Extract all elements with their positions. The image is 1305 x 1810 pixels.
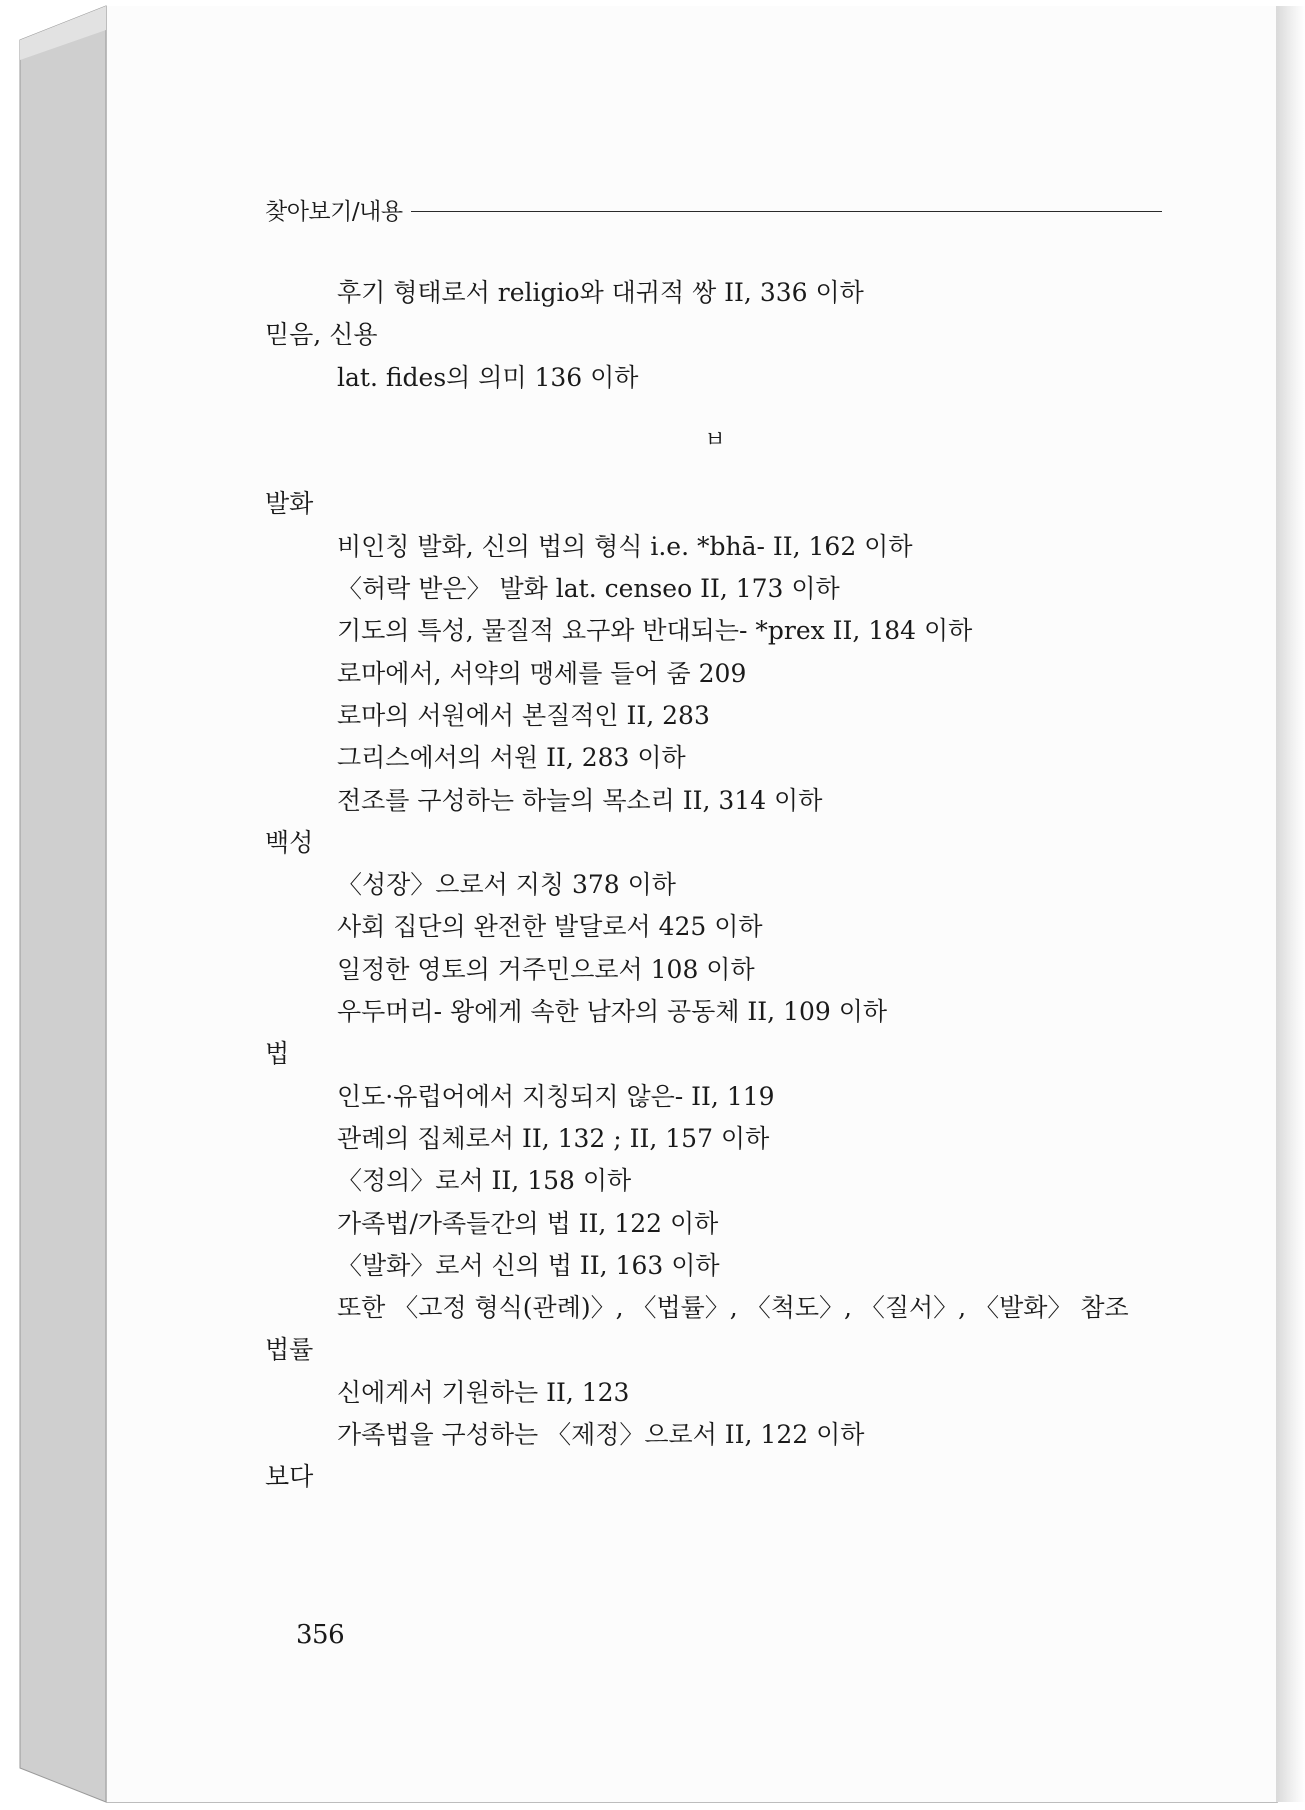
index-list-top: [265, 272, 1165, 399]
index-subentry: 〈발화〉로서 신의 법 II, 163 이하: [337, 1250, 720, 1280]
index-content: [265, 272, 1165, 1499]
running-header: [265, 192, 1162, 226]
index-subentry: 또한 〈고정 형식(관례)〉, 〈법률〉, 〈척도〉, 〈질서〉, 〈발화〉 참조: [337, 1293, 1129, 1323]
section-letter: ㅂ: [704, 427, 726, 453]
index-heading: 믿음, 신용: [265, 320, 378, 350]
index-subentry: 인도·유럽어에서 지칭되지 않은- II, 119: [337, 1081, 775, 1111]
index-subentry: lat. fides의 의미 136 이하: [337, 362, 639, 392]
index-heading: 법: [265, 1039, 290, 1069]
book-spine-edge: [0, 0, 120, 1806]
header-title: 찾아보기/내용: [265, 198, 403, 225]
index-heading: 발화: [265, 489, 314, 519]
index-subentry: 가족법/가족들간의 법 II, 122 이하: [337, 1208, 719, 1238]
page-edge-shadow: [1276, 6, 1305, 1802]
index-subentry: 가족법을 구성하는 〈제정〉으로서 II, 122 이하: [337, 1420, 865, 1450]
index-heading: 보다: [265, 1462, 314, 1492]
index-subentry: 기도의 특성, 물질적 요구와 반대되는- *prex II, 184 이하: [337, 616, 973, 646]
index-subentry: 비인칭 발화, 신의 법의 형식 i.e. *bhā- II, 162 이하: [337, 531, 913, 561]
header-rule: [411, 211, 1162, 212]
index-subentry: 일정한 영토의 거주민으로서 108 이하: [337, 954, 755, 984]
index-subentry: 관례의 집체로서 II, 132 ; II, 157 이하: [337, 1123, 770, 1153]
index-subentry: 그리스에서의 서원 II, 283 이하: [337, 743, 686, 773]
page-number: 356: [296, 1620, 345, 1650]
index-subentry: 신에게서 기원하는 II, 123: [337, 1377, 630, 1407]
index-subentry: 후기 형태로서 religio와 대귀적 쌍 II, 336 이하: [337, 278, 864, 307]
index-subentry: 로마의 서원에서 본질적인 II, 283: [337, 700, 710, 730]
index-subentry: 〈정의〉로서 II, 158 이하: [337, 1166, 632, 1196]
index-subentry: 〈성장〉으로서 지칭 378 이하: [337, 870, 676, 900]
index-list-main: [265, 483, 1165, 1498]
index-heading: 백성: [265, 827, 314, 857]
index-subentry: 우두머리- 왕에게 속한 남자의 공동체 II, 109 이하: [337, 997, 888, 1027]
index-subentry: 로마에서, 서약의 맹세를 들어 줌 209: [337, 658, 747, 688]
index-subentry: 전조를 구성하는 하늘의 목소리 II, 314 이하: [337, 785, 823, 815]
index-subentry: 〈허락 받은〉 발화 lat. censeo II, 173 이하: [337, 574, 840, 604]
index-heading: 법률: [265, 1335, 314, 1365]
index-subentry: 사회 집단의 완전한 발달로서 425 이하: [337, 912, 763, 942]
